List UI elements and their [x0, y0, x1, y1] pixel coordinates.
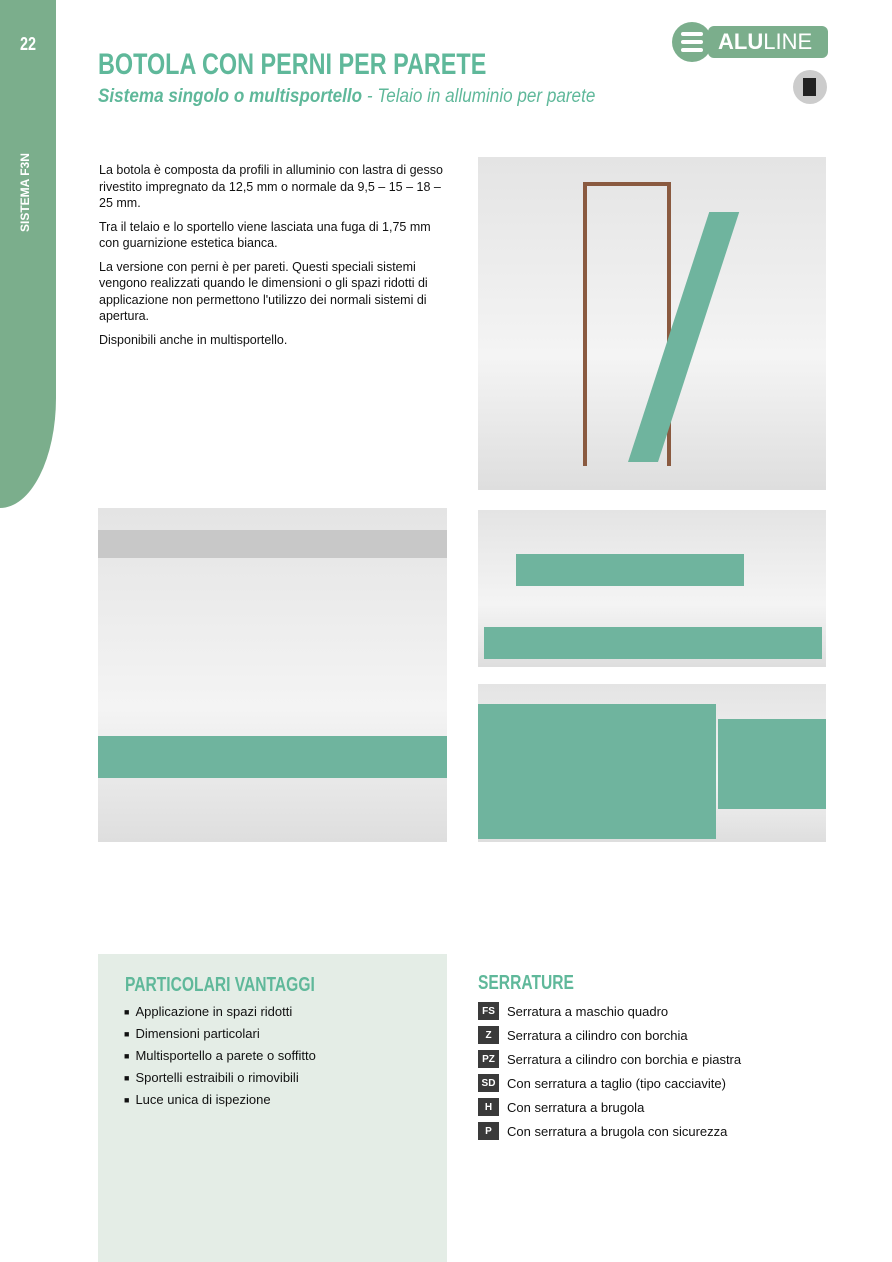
lock-item: [478, 1023, 741, 1047]
lock-label: Con serratura a brugola con sicurezza: [507, 1123, 728, 1139]
product-photo-multi-panel: [478, 510, 826, 667]
paragraph: La botola è composta da profili in alluminio con lastra di gesso rivestito impregnato da 12,5 mm o normale da 9,5 – 15 – 18 – 25 mm.: [99, 163, 443, 210]
subtitle-rest: - Telaio in alluminio per parete: [362, 86, 596, 107]
product-photo-panel-detail: [478, 684, 826, 842]
lock-code: P: [478, 1122, 499, 1140]
advantages-box: [98, 954, 447, 1262]
lock-label: Con serratura a taglio (tipo cacciavite): [507, 1075, 726, 1091]
lock-code: H: [478, 1098, 499, 1116]
paragraph: La versione con perni è per pareti. Questi speciali sistemi vengono realizzati quando le dimensioni o gli spazi ridotti di applicazione non permettono l'utilizzo dei normali sistemi di apertura.: [99, 259, 428, 323]
side-tab: [0, 0, 56, 508]
locks-title: SERRATURE: [478, 972, 574, 994]
lock-label: Serratura a maschio quadro: [507, 1003, 669, 1019]
lock-item: [478, 1047, 741, 1071]
lock-label: Con serratura a brugola: [507, 1099, 645, 1115]
description: [99, 162, 449, 355]
lock-item: [478, 1119, 741, 1143]
lock-code: Z: [478, 1026, 499, 1044]
wall-icon: [793, 70, 827, 104]
advantage-item: ■ Dimensioni particolari: [124, 1026, 316, 1048]
logo-icon: [672, 22, 712, 62]
lock-item: [478, 1071, 741, 1095]
lock-code: FS: [478, 1002, 499, 1020]
aluline-logo: [672, 22, 828, 62]
locks-section: [478, 972, 741, 1143]
product-photo-hooks: [98, 508, 447, 842]
advantages-title: PARTICOLARI VANTAGGI: [125, 974, 315, 996]
paragraph: Disponibili anche in multisportello.: [99, 332, 288, 347]
lock-code: SD: [478, 1074, 499, 1092]
section-label: SISTEMA F3N: [18, 153, 32, 232]
paragraph: Tra il telaio e lo sportello viene lasciata una fuga di 1,75 mm con guarnizione estetica bianca.: [99, 219, 431, 250]
page-number: 22: [19, 34, 37, 54]
advantage-item: ■ Multisportello a parete o soffitto: [124, 1048, 316, 1070]
advantage-item: ■ Luce unica di ispezione: [124, 1092, 316, 1114]
advantage-item: ■ Applicazione in spazi ridotti: [124, 1004, 316, 1026]
advantage-item: ■ Sportelli estraibili o rimovibili: [124, 1070, 316, 1092]
logo-bold: ALU: [718, 29, 764, 54]
lock-item: [478, 999, 741, 1023]
lock-item: [478, 1095, 741, 1119]
product-photo-open-hatch: [478, 157, 826, 490]
subtitle: [98, 86, 595, 108]
page-title: BOTOLA CON PERNI PER PARETE: [98, 48, 487, 81]
subtitle-bold: Sistema singolo o multisportello: [98, 86, 363, 107]
lock-code: PZ: [478, 1050, 499, 1068]
logo-light: LINE: [763, 29, 813, 54]
lock-label: Serratura a cilindro con borchia: [507, 1027, 688, 1043]
lock-label: Serratura a cilindro con borchia e piastra: [507, 1051, 742, 1067]
